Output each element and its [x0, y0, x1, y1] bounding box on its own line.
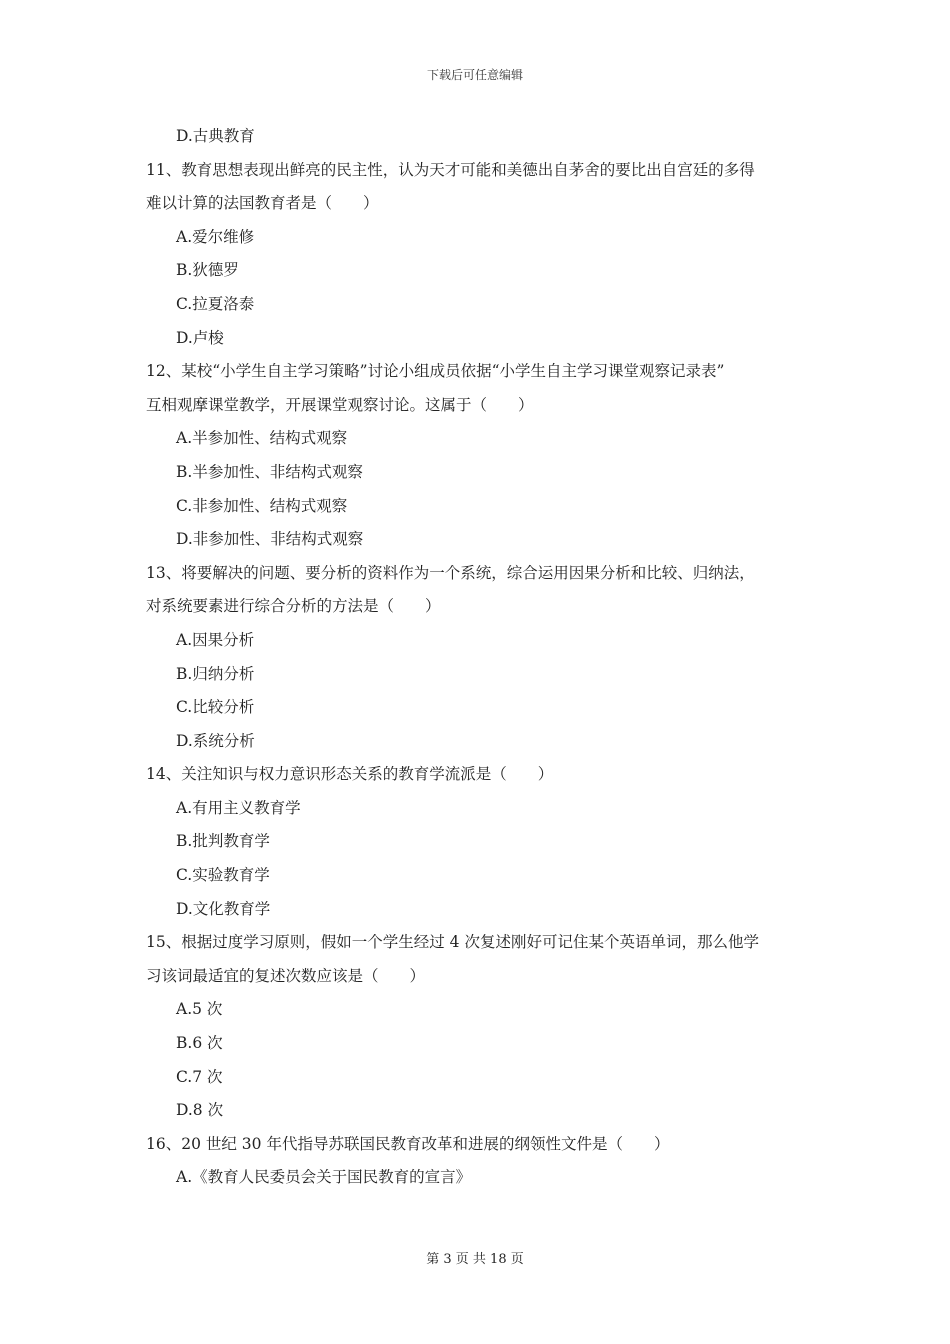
answer-option: D.非参加性、非结构式观察 — [176, 530, 364, 549]
answer-option: C.实验教育学 — [176, 866, 270, 885]
answer-option: D.文化教育学 — [176, 899, 271, 918]
answer-option: D.系统分析 — [176, 731, 255, 750]
page-footer: 第 3 页 共 18 页 — [426, 1252, 524, 1267]
answer-option: D.古典教育 — [176, 127, 255, 145]
question-text-line: 互相观摩课堂教学，开展课堂观察讨论。这属于（ ） — [146, 395, 534, 414]
question-text-line: 难以计算的法国教育者是（ ） — [146, 194, 379, 213]
answer-option: A.因果分析 — [176, 630, 255, 649]
question-text-line: 15、根据过度学习原则，假如一个学生经过 4 次复述刚好可记住某个英语单词，那么他学 — [146, 933, 759, 952]
question-text-line: 14、关注知识与权力意识形态关系的教育学流派是（ ） — [146, 765, 554, 784]
answer-option: A.5 次 — [176, 1000, 223, 1019]
answer-option: A.有用主义教育学 — [176, 798, 301, 817]
answer-option: C.比较分析 — [176, 698, 255, 717]
question-text-line: 11、教育思想表现出鲜亮的民主性，认为天才可能和美德出自茅舍的要比出自宫廷的多得 — [146, 160, 755, 179]
answer-option: D.8 次 — [176, 1101, 224, 1120]
answer-option: C.拉夏洛泰 — [176, 294, 255, 313]
page-header: 下载后可任意编辑 — [426, 68, 523, 82]
question-text-line: 12、某校“小学生自主学习策略”讨论小组成员依据“小学生自主学习课堂观察记录表” — [146, 362, 725, 381]
question-text-line: 13、将要解决的问题、要分析的资料作为一个系统，综合运用因果分析和比较、归纳法， — [146, 563, 755, 582]
answer-option: A.《教育人民委员会关于国民教育的宣言》 — [176, 1168, 472, 1187]
answer-option: B.半参加性、非结构式观察 — [176, 462, 363, 481]
question-text-line: 16、20 世纪 30 年代指导苏联国民教育改革和进展的纲领性文件是（ ） — [146, 1134, 670, 1153]
answer-option: C.7 次 — [176, 1067, 223, 1086]
answer-option: C.非参加性、结构式观察 — [176, 496, 348, 515]
answer-option: D.卢梭 — [176, 328, 224, 347]
question-text-line: 习该词最适宜的复述次数应该是（ ） — [146, 966, 426, 985]
answer-option: B.6 次 — [176, 1034, 223, 1053]
question-text-line: 对系统要素进行综合分析的方法是（ ） — [146, 597, 441, 616]
answer-option: A.爱尔维修 — [176, 227, 255, 246]
answer-option: B.批判教育学 — [176, 832, 270, 851]
answer-option: A.半参加性、结构式观察 — [176, 429, 348, 448]
document-body — [0, 124, 950, 1199]
answer-option: B.归纳分析 — [176, 664, 255, 683]
answer-option: B.狄德罗 — [176, 261, 239, 280]
